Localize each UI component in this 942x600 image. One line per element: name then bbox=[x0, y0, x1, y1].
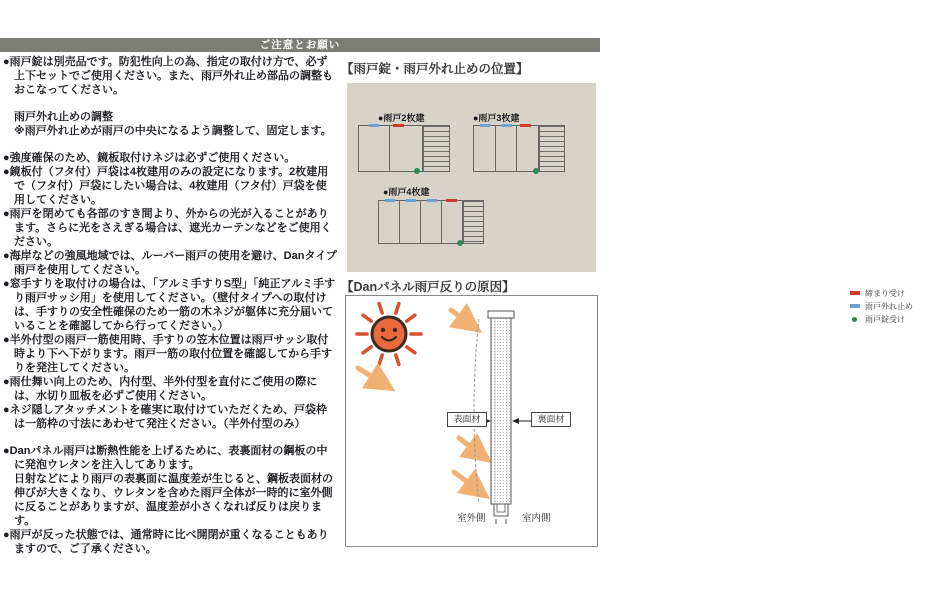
shutter-diagram-2panel bbox=[358, 125, 450, 172]
note-item: ●強度確保のため、鏡板取付けネジは必ずご使用ください。 bbox=[3, 152, 296, 164]
legend-row bbox=[850, 300, 942, 312]
note-item: ●雨仕舞い向上のため、内付型、半外付型を直付にご使用の際には、水切り皿板を必ずご使用ください。 bbox=[3, 376, 318, 402]
lock-receiver-icon bbox=[852, 317, 857, 322]
shutter-diagram-4panel bbox=[378, 200, 484, 244]
position-section-title: 【雨戸錠・雨戸外れ止めの位置】 bbox=[341, 62, 529, 76]
stopper-marker bbox=[502, 124, 512, 127]
stopper-marker bbox=[369, 124, 379, 127]
note-subtitle: 雨戸外れ止めの調整 bbox=[14, 111, 113, 123]
lock-receiver-marker bbox=[457, 240, 463, 246]
latch-receiver-icon bbox=[850, 291, 860, 295]
sun-icon bbox=[357, 304, 421, 365]
lock-receiver-marker bbox=[533, 168, 539, 174]
latch-receiver-marker bbox=[520, 124, 531, 127]
indoor-side-label: 室内側 bbox=[522, 513, 551, 524]
outdoor-side-label: 室外側 bbox=[457, 513, 486, 524]
shutter-pane bbox=[379, 201, 400, 243]
shutter-pane bbox=[442, 201, 463, 243]
stopper-marker bbox=[406, 199, 416, 202]
shutter-panel-cross-section bbox=[488, 311, 514, 524]
shutter-pane bbox=[359, 126, 390, 171]
shutter-diagram-3panel bbox=[473, 125, 565, 172]
note-item: ●鏡板付（フタ付）戸袋は4枚建用のみの設定になります。2枚建用で（フタ付）戸袋にしたい場合は、4枚建用（フタ付）戸袋を使用してください。 bbox=[3, 166, 329, 206]
legend-label: 締まり受け bbox=[865, 288, 905, 298]
door-pocket-hatch bbox=[463, 201, 483, 243]
legend-row bbox=[850, 313, 942, 325]
note-item: ●雨戸が反った状態では、通常時に比べ開閉が重くなることもありますので、ご了承ください。 bbox=[3, 529, 329, 555]
shutter-pane bbox=[517, 126, 539, 171]
note-item: ●半外付型の雨戸一筋使用時、手すりの笠木位置は雨戸サッシ取付時より下へ下がります。雨戸一筋の取付位置を確認してから手すりを発注してください。 bbox=[3, 334, 333, 374]
note-item: ●雨戸錠は別売品です。防犯性向上の為、指定の取付け方で、必ず上下セットでご使用ください。また、雨戸外れ止め部品の調整もおこなってください。 bbox=[3, 56, 333, 96]
lock-receiver-marker bbox=[414, 168, 420, 174]
note-item: ●ネジ隠しアタッチメントを確実に取付けていただくため、戸袋枠は一筋枠の寸法にあわせて発注ください。（半外付型のみ） bbox=[3, 404, 327, 430]
stopper-icon bbox=[850, 304, 860, 308]
note-item: ●雨戸を閉めても各部のすき間より、外からの光が入ることがあります。さらに光をさえぎる場合は、遮光カーテンなどをご使用ください。 bbox=[3, 208, 332, 248]
latch-receiver-marker bbox=[446, 199, 457, 202]
note-item: ※雨戸外れ止めが雨戸の中央になるよう調整して、固定します。 bbox=[14, 125, 332, 137]
diagram-label-4panel: ●雨戸4枚建 bbox=[383, 187, 430, 197]
diagram-label-3panel: ●雨戸3枚建 bbox=[473, 113, 520, 123]
shutter-pane bbox=[496, 126, 518, 171]
stopper-marker bbox=[385, 199, 395, 202]
shutter-pane bbox=[421, 201, 442, 243]
stopper-marker bbox=[427, 199, 437, 202]
note-item: ●窓手すりを取付けの場合は、「アルミ手すりS型」「純正アルミ手すり雨戸サッシ用」を使用してください。（壁付タイプへの取付けは、手すりの安全性確保のため一筋の木ネジが躯体に充分届いていることを確認してから行ってください。） bbox=[3, 278, 336, 332]
shutter-pane bbox=[400, 201, 421, 243]
legend-label: 雨戸外れ止め bbox=[865, 301, 913, 311]
shutter-pane bbox=[390, 126, 422, 171]
legend-row bbox=[850, 287, 942, 299]
warp-section-title: 【Danパネル雨戸反りの原因】 bbox=[341, 280, 515, 294]
note-item: ●海岸などの強風地域では、ルーバー雨戸の使用を避け、Danタイプ雨戸を使用してください。 bbox=[3, 250, 337, 276]
legend bbox=[850, 287, 942, 326]
notes-column bbox=[3, 55, 337, 556]
diagram-label-2panel: ●雨戸2枚建 bbox=[378, 113, 425, 123]
stopper-marker bbox=[480, 124, 490, 127]
shutter-pane bbox=[474, 126, 496, 171]
latch-receiver-marker bbox=[393, 124, 404, 127]
note-item-continued: 日射などにより雨戸の表裏面に温度差が生じると、鋼板表面材の伸びが大きくなり、ウレタンを含めた雨戸全体が一時的に室外側に反ることがありますが、温度差が小さくなれば反りは戻ります。 bbox=[14, 473, 333, 527]
front-material-label: 表面材 bbox=[447, 412, 487, 427]
note-item: ●Danパネル雨戸は断熱性能を上げるために、表裏面材の鋼板の中に発泡ウレタンを注入してあります。 bbox=[3, 445, 328, 471]
back-material-label: 裏面材 bbox=[531, 412, 571, 427]
door-pocket-hatch bbox=[539, 126, 564, 171]
door-pocket-hatch bbox=[423, 126, 449, 171]
caution-header: ご注意とお願い bbox=[0, 38, 600, 52]
legend-label: 雨戸錠受け bbox=[865, 314, 905, 324]
